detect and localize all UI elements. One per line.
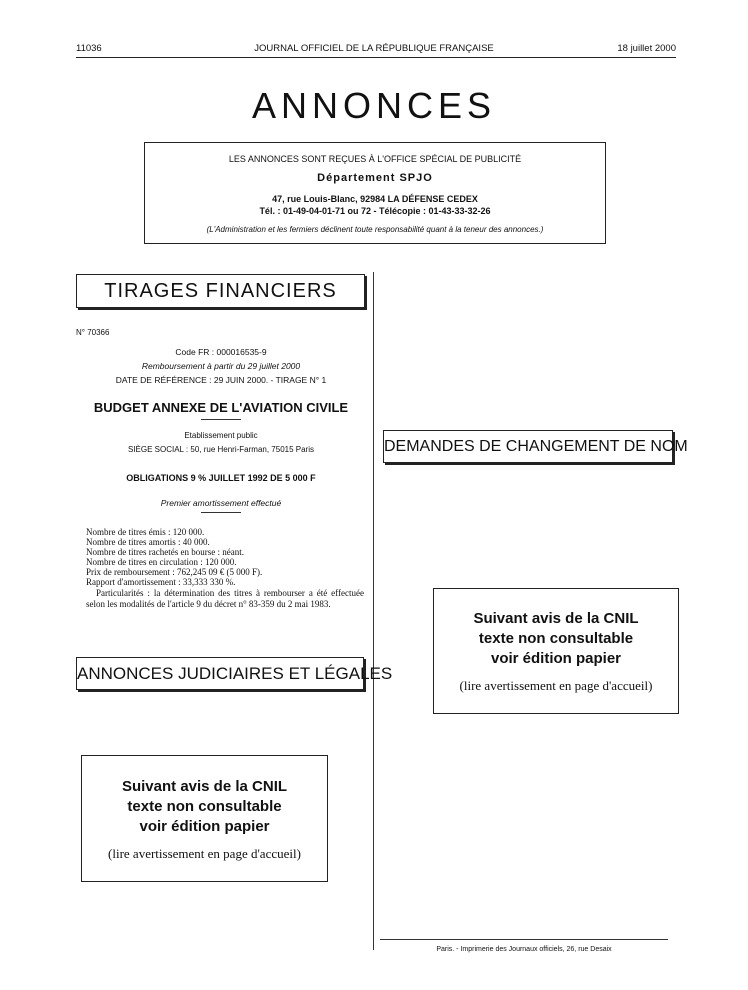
cnil-notice-box — [433, 588, 679, 714]
cnil-note: (lire avertissement en page d'accueil) — [459, 678, 653, 693]
organisation-name: BUDGET ANNEXE DE L'AVIATION CIVILE — [93, 400, 349, 415]
notice-line: LES ANNONCES SONT REÇUES À L'OFFICE SPÉCIAL DE PUBLICITÉ — [228, 154, 522, 164]
cnil-notice-box — [81, 755, 328, 882]
particularites: Particularités : la détermination des titres à rembourser a été effectuée selon les modalités de l'article 9 du décret n° 83-359 du 2 mai 1983. — [86, 588, 364, 609]
reference-date: DATE DE RÉFÉRENCE : 29 JUIN 2000. - TIRAGE N° 1 — [115, 375, 327, 385]
page-title: ANNONCES — [251, 85, 497, 126]
footer-rule — [380, 939, 668, 940]
figure-line: Rapport d'amortissement : 33,333 330 %. — [86, 577, 236, 587]
obligations-title: OBLIGATIONS 9 % JUILLET 1992 DE 5 000 F — [126, 473, 316, 483]
issue-date: 18 juillet 2000 — [617, 43, 676, 54]
figure-line: Nombre de titres amortis : 40 000. — [86, 537, 210, 547]
notice-disclaimer: (L'Administration et les fermiers déclinent toute responsabilité quant à la teneur des annonces.) — [206, 225, 544, 234]
figures-block — [86, 527, 371, 587]
isin-code: Code FR : 000016535-9 — [175, 347, 267, 357]
section-heading-demandes: DEMANDES DE CHANGEMENT DE NOM — [383, 430, 673, 463]
cnil-line: Suivant avis de la CNIL — [121, 778, 288, 795]
divider — [201, 512, 241, 513]
section-heading-judiciaires: ANNONCES JUDICIAIRES ET LÉGALES — [76, 657, 364, 690]
cnil-line: Suivant avis de la CNIL — [473, 610, 639, 627]
figure-line: Nombre de titres rachetés en bourse : néant. — [86, 547, 244, 557]
etablissement: Etablissement public — [184, 431, 258, 440]
notice-department: Département SPJO — [317, 172, 433, 184]
siege-social: SIÈGE SOCIAL : 50, rue Henri-Farman, 75015 Paris — [127, 445, 314, 454]
notice-phone: Tél. : 01-49-04-01-71 ou 72 - Télécopie : 01-43-33-32-26 — [259, 206, 491, 216]
section-heading-tirages: TIRAGES FINANCIERS — [76, 274, 365, 308]
figure-line: Nombre de titres en circulation : 120 000. — [86, 557, 237, 567]
cnil-line: texte non consultable — [127, 798, 282, 815]
remboursement-date: Remboursement à partir du 29 juillet 2000 — [141, 361, 301, 371]
header-rule — [76, 57, 676, 58]
notice-address: 47, rue Louis-Blanc, 92984 LA DÉFENSE CEDEX — [272, 194, 478, 204]
announcement-number: N° 70366 — [76, 328, 110, 337]
cnil-line: voir édition papier — [490, 650, 622, 667]
cnil-line: texte non consultable — [478, 630, 634, 647]
journal-title: JOURNAL OFFICIEL DE LA RÉPUBLIQUE FRANÇAISE — [254, 43, 494, 54]
notice-box — [144, 142, 606, 244]
figure-line: Nombre de titres émis : 120 000. — [86, 527, 205, 537]
cnil-note: (lire avertissement en page d'accueil) — [108, 846, 301, 861]
printer-imprint: Paris. - Imprimerie des Journaux officiels, 26, rue Desaix — [436, 946, 612, 953]
figure-line: Prix de remboursement : 762,245 09 € (5 000 F). — [86, 567, 263, 577]
cnil-line: voir édition papier — [139, 818, 270, 835]
divider — [201, 419, 241, 420]
column-divider — [373, 272, 374, 950]
amortissement-status: Premier amortissement effectué — [160, 498, 282, 508]
page-number: 11036 — [76, 43, 102, 54]
